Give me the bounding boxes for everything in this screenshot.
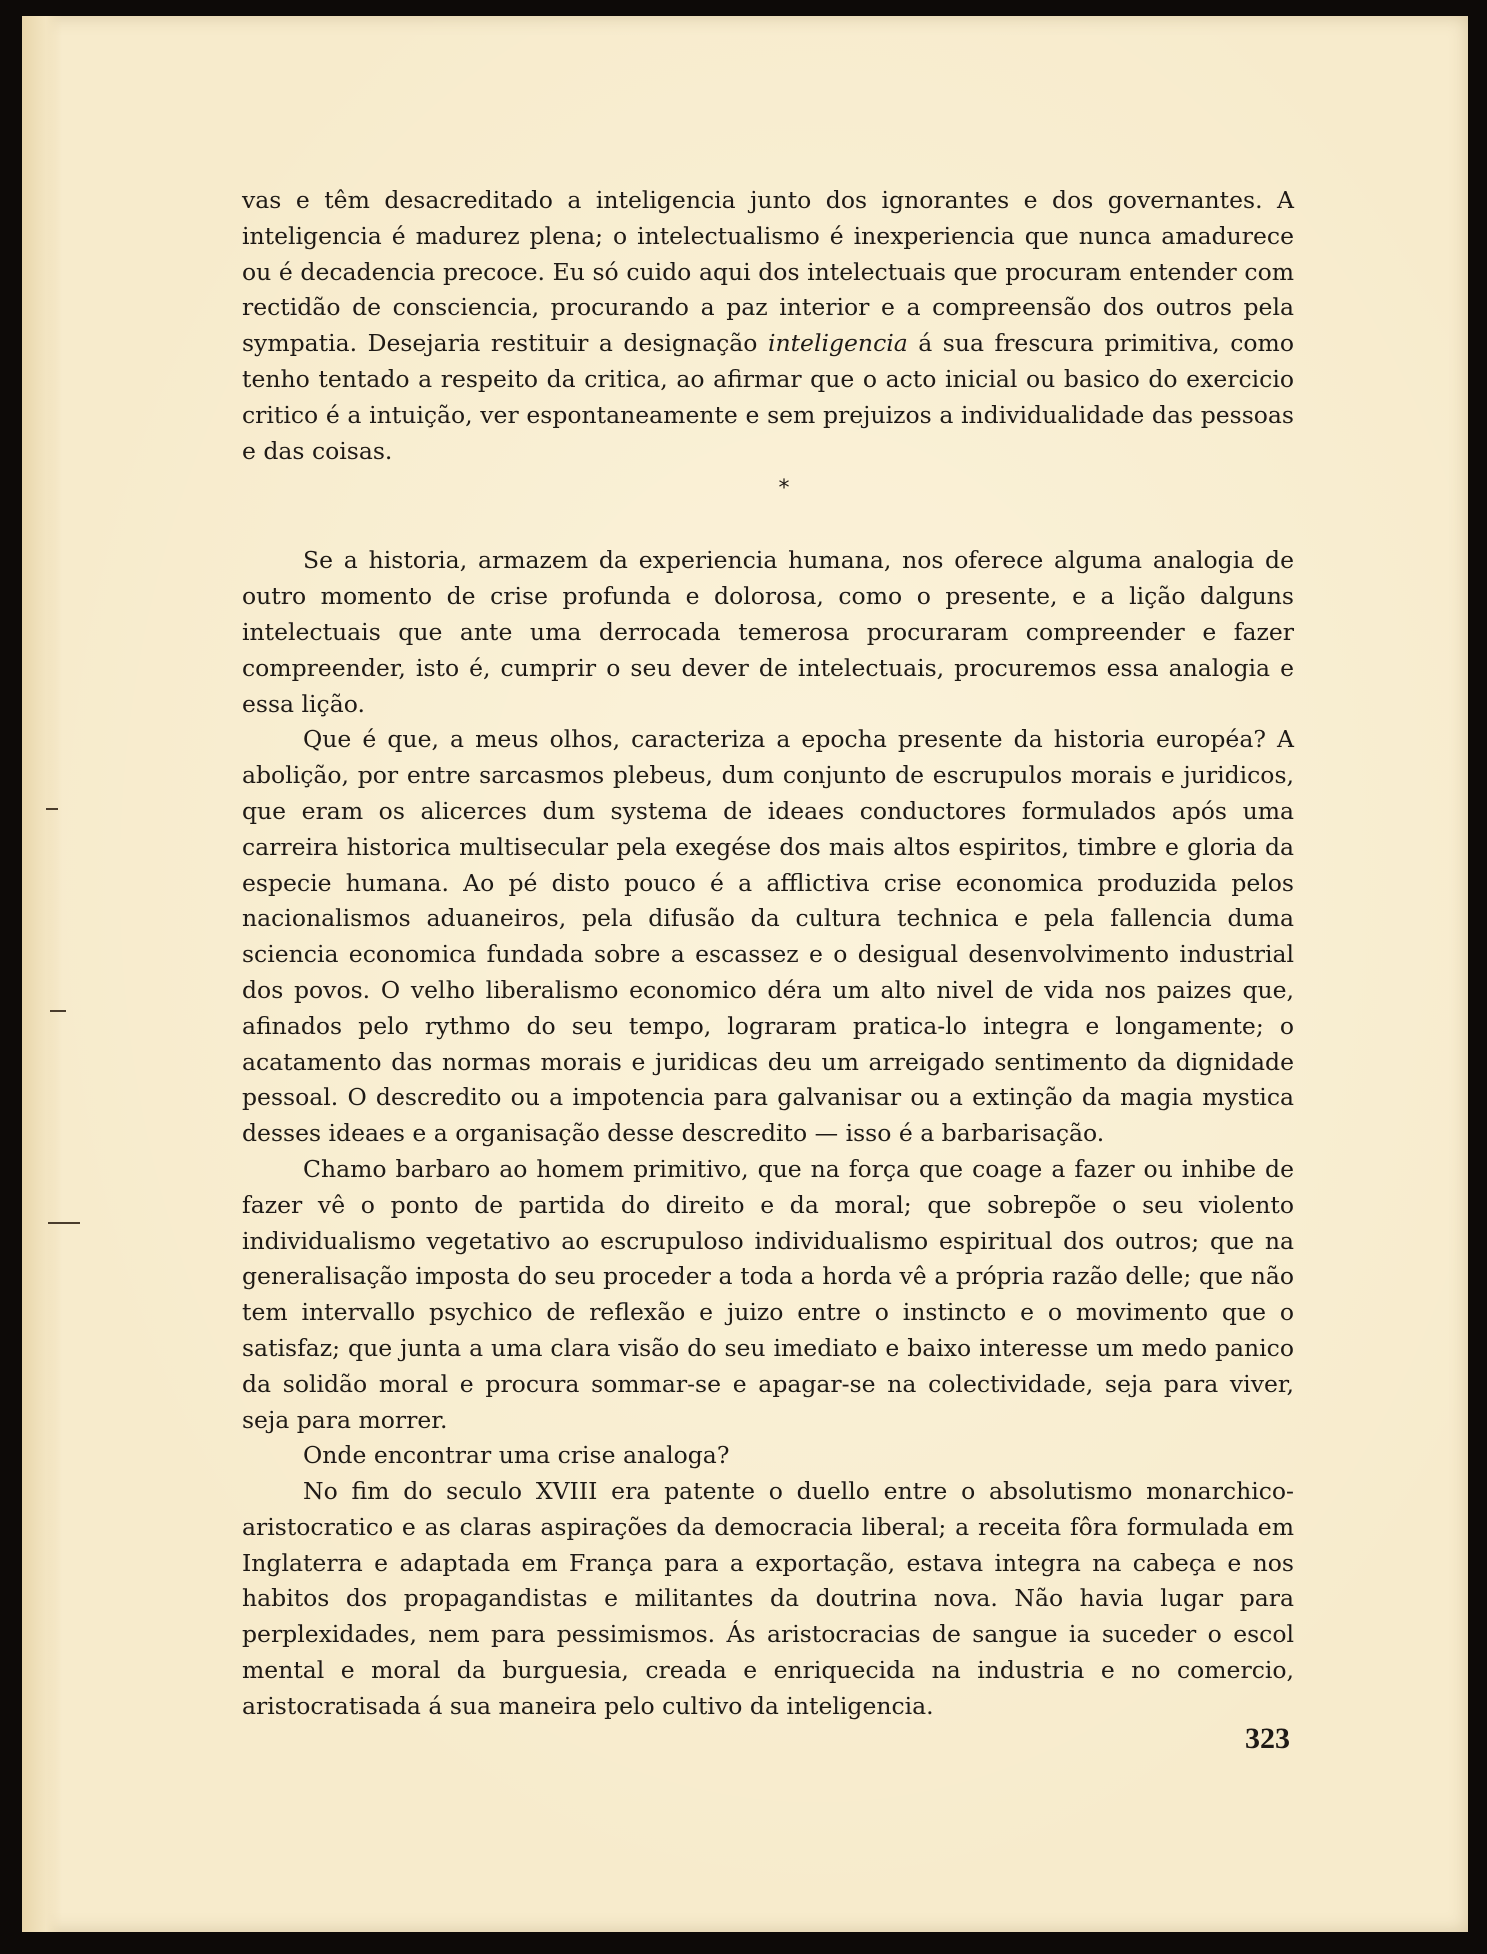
margin-tick-mark xyxy=(48,1222,80,1224)
margin-tick-mark xyxy=(50,1010,66,1012)
section-separator-asterisk: * xyxy=(778,476,790,502)
body-text xyxy=(242,183,1294,1725)
paragraph-continuation xyxy=(242,183,1294,469)
text-run: Chamo barbaro ao homem primitivo, que na força que coage a fazer ou inhibe de fazer vê o ponto de partida do direito e da moral; que sobrepõe o seu violento individualismo vegetativo ao escrupuloso individualismo espiritual dos outros; que na generalisação imposta do seu proceder a toda a horda vê a própria razão delle; que não tem intervallo psychico de reflexão e juizo entre o instincto e o movimento que o satisfaz; que junta a uma clara visão do seu imediato e baixo interesse um medo panico da solidão moral e procura sommar-se e apagar-se na colectividade, seja para viver, seja para morrer. xyxy=(242,1154,1294,1434)
binding-gutter xyxy=(22,16,62,1932)
text-run: vas e têm desacreditado a inteligencia junto dos ignorantes e dos governantes. A inteligencia é madurez plena; o intelectualismo é inexperiencia que nunca amadurece ou é decadencia precoce. Eu só cuido aqui dos intelectuais que procuram entender com rectidão de consciencia, procurando a paz interior e a compreensão dos outros pela sympatia. Desejaria restituir a designação xyxy=(242,186,1294,358)
text-run: No fim do seculo XVIII era patente o duello entre o absolutismo monarchico-aristocratico e as claras aspirações da democracia liberal; a receita fôra formulada em Inglaterra e adaptada em França para a exportação, estava integra na cabeça e nos habitos dos propagandistas e militantes da doutrina nova. Não havia lugar para perplexidades, nem para pessimismos. Ás aristocracias de sangue ia suceder o escol mental e moral da burguesia, creada e enriquecida na industria e no comercio, aristocratisada á sua maneira pelo cultivo da inteligencia. xyxy=(242,1477,1294,1720)
text-run: á sua frescura primitiva, como tenho tentado a respeito da critica, ao afirmar que o acto inicial ou basico do exercicio critico é a intuição, ver espontaneamente e sem prejuizos a individualidade das pessoas e das coisas. xyxy=(242,329,1294,465)
paragraph xyxy=(242,1152,1294,1438)
paragraph xyxy=(242,1438,1294,1474)
text-run: Que é que, a meus olhos, caracteriza a epocha presente da historia européa? A abolição, por entre sarcasmos plebeus, dum conjunto de escrupulos morais e juridicos, que eram os alicerces dum systema de ideaes conductores formulados após uma carreira historica multisecular pela exegése dos mais altos espiritos, timbre e gloria da especie humana. Ao pé disto pouco é a afflictiva crise economica produzida pelos nacionalismos aduaneiros, pela difusão da cultura technica e pela fallencia duma sciencia economica fundada sobre a escassez e o desigual desenvolvimento industrial dos povos. O velho liberalismo economico déra um alto nivel de vida nos paizes que, afinados pelo rythmo do seu tempo, lograram pratica-lo integra e longamente; o acatamento das normas morais e juridicas deu um arreigado sentimento da dignidade pessoal. O descredito ou a impotencia para galvanisar ou a extinção da magia mystica desses ideaes e a organisação desse descredito — isso é a barbarisação. xyxy=(242,725,1294,1148)
margin-tick-mark xyxy=(46,808,58,810)
italic-term: inteligencia xyxy=(767,329,908,358)
paragraph xyxy=(242,722,1294,1152)
paragraph xyxy=(242,1474,1294,1725)
text-run: Se a historia, armazem da experiencia humana, nos oferece alguma analogia de outro momento de crise profunda e dolorosa, como o presente, e a lição dalguns intelectuais que ante uma derrocada temerosa procuraram compreender e fazer compreender, isto é, cumprir o seu dever de intelectuais, procuremos essa analogia e essa lição. xyxy=(242,546,1294,718)
page-number: 323 xyxy=(1245,1722,1290,1755)
text-run: Onde encontrar uma crise analoga? xyxy=(303,1441,730,1470)
paragraph xyxy=(242,543,1294,722)
